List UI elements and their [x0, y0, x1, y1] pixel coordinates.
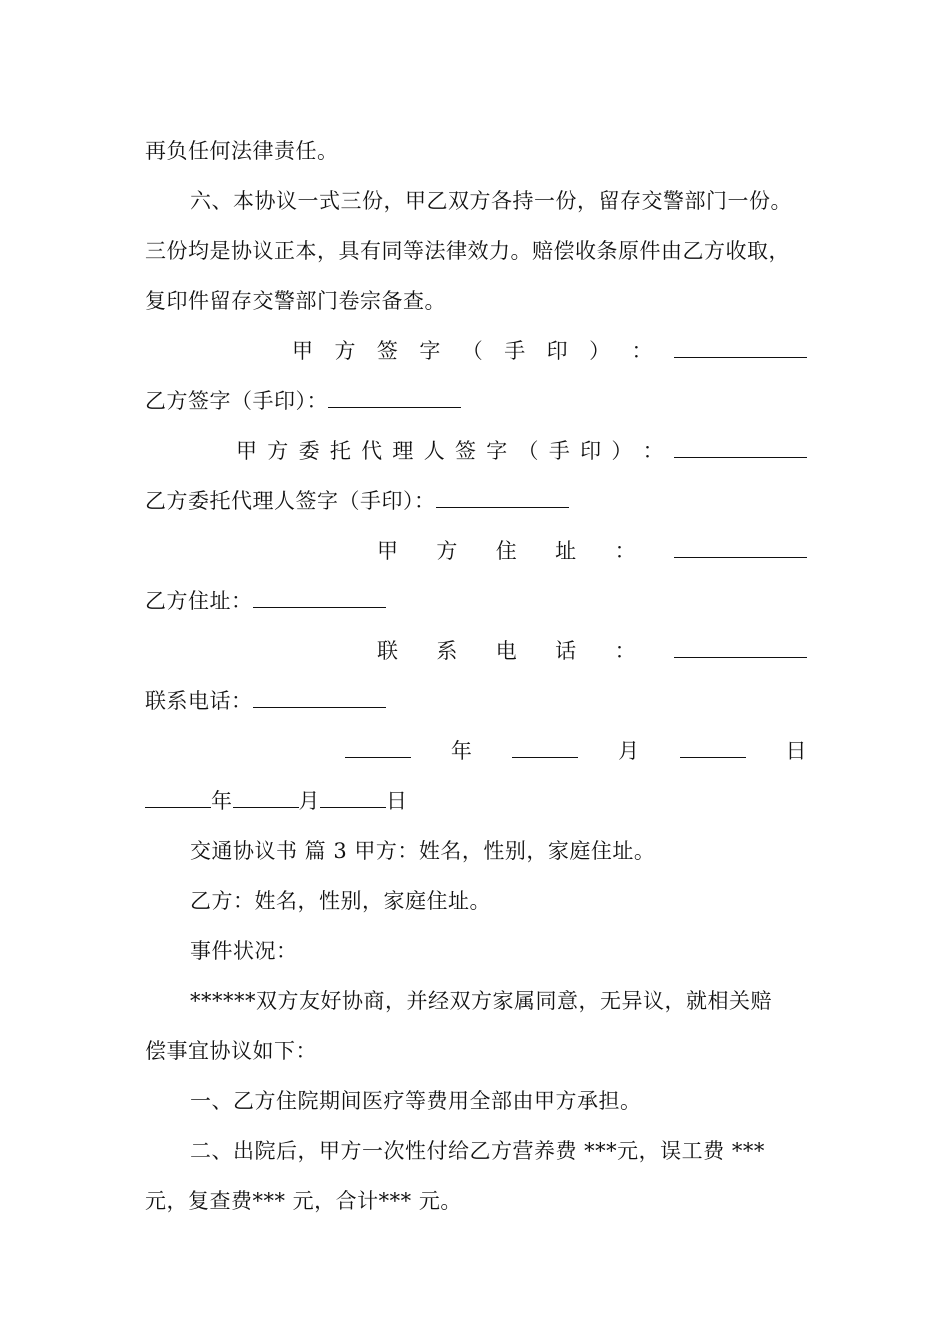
label-char: 字: [419, 339, 441, 363]
blank-underline: [233, 787, 299, 808]
blank-underline: [680, 737, 746, 758]
party-a-agent-signature-line: [236, 437, 807, 465]
party-a-signature-line: [292, 337, 807, 365]
label-char: 手: [548, 439, 571, 463]
blank-underline: [512, 737, 578, 758]
paragraph-line: 六、本协议一式三份，甲乙双方各持一份，留存交警部门一份。: [190, 189, 792, 213]
label-char: 甲: [292, 339, 314, 363]
party-b-phone-line: [145, 687, 807, 715]
paragraph-line: 事件状况：: [190, 939, 298, 963]
label-char: 方: [334, 339, 356, 363]
blank-underline: [320, 787, 386, 808]
blank-underline: [674, 437, 807, 458]
field-label: 乙方签字（手印）：: [145, 389, 328, 413]
label-char: （: [517, 439, 540, 463]
label-char: 签: [454, 439, 477, 463]
label-char: 址: [555, 539, 577, 563]
paragraph-line: 乙方：姓名，性别，家庭住址。: [190, 889, 491, 913]
label-char: 话: [555, 639, 577, 663]
label-char: 电: [495, 639, 518, 663]
party-a-address-line: [377, 537, 807, 565]
date-unit: 日: [785, 739, 807, 763]
paragraph-line: ******双方友好协商，并经双方家属同意，无异议，就相关赔: [190, 989, 772, 1013]
blank-underline: [145, 787, 211, 808]
label-char: 人: [423, 439, 446, 463]
field-label: 乙方委托代理人签字（手印）：: [145, 489, 436, 513]
party-b-address-line: [145, 587, 807, 615]
date-unit: 日: [386, 789, 408, 813]
label-char: ：: [631, 339, 653, 363]
paragraph-line: 再负任何法律责任。: [145, 139, 339, 163]
paragraph-line: 复印件留存交警部门卷宗备查。: [145, 289, 446, 313]
label-char: ）: [611, 439, 633, 463]
label-char: 方: [267, 439, 289, 463]
label-char: 印: [546, 339, 569, 363]
party-a-date-line: [345, 737, 807, 765]
party-b-agent-signature-line: [145, 487, 807, 515]
date-unit: 年: [211, 789, 233, 813]
blank-underline: [253, 587, 386, 608]
party-b-date-line: [145, 787, 807, 815]
date-unit: 月: [298, 789, 320, 813]
blank-underline: [674, 537, 807, 558]
label-char: 印: [580, 439, 602, 463]
label-char: 系: [436, 639, 458, 663]
paragraph-line: 一、乙方住院期间医疗等费用全部由甲方承担。: [190, 1089, 642, 1113]
blank-underline: [253, 687, 386, 708]
paragraph-line: 偿事宜协议如下：: [145, 1039, 317, 1063]
label-char: 理: [392, 439, 414, 463]
label-char: 方: [436, 539, 458, 563]
date-unit: 月: [618, 739, 640, 763]
label-char: 甲: [236, 439, 258, 463]
blank-underline: [674, 337, 807, 358]
blank-underline: [328, 387, 461, 408]
label-char: 甲: [377, 539, 399, 563]
party-a-phone-line: [377, 637, 807, 665]
label-char: 委: [298, 439, 321, 463]
label-char: 手: [504, 339, 526, 363]
label-char: （: [461, 339, 484, 363]
party-b-signature-line: [145, 387, 807, 415]
field-label: 乙方住址：: [145, 589, 253, 613]
label-char: ：: [614, 639, 637, 663]
label-char: 住: [495, 539, 518, 563]
section-heading-line: 交通协议书 篇 3 甲方：姓名，性别，家庭住址。: [190, 839, 656, 863]
label-char: ：: [642, 439, 665, 463]
blank-underline: [436, 487, 569, 508]
label-char: ）: [589, 339, 611, 363]
field-label: 联系电话：: [145, 689, 253, 713]
label-char: 联: [377, 639, 399, 663]
label-char: 签: [376, 339, 399, 363]
blank-underline: [345, 737, 411, 758]
paragraph-line: 二、出院后，甲方一次性付给乙方营养费 ***元，误工费 ***: [190, 1139, 765, 1163]
label-char: 字: [486, 439, 508, 463]
date-unit: 年: [450, 739, 473, 763]
paragraph-line: 三份均是协议正本，具有同等法律效力。赔偿收条原件由乙方收取，: [145, 239, 790, 263]
label-char: 代: [361, 439, 383, 463]
paragraph-line: 元，复查费*** 元，合计*** 元。: [145, 1189, 462, 1213]
label-char: ：: [614, 539, 637, 563]
blank-underline: [674, 637, 807, 658]
label-char: 托: [329, 439, 352, 463]
